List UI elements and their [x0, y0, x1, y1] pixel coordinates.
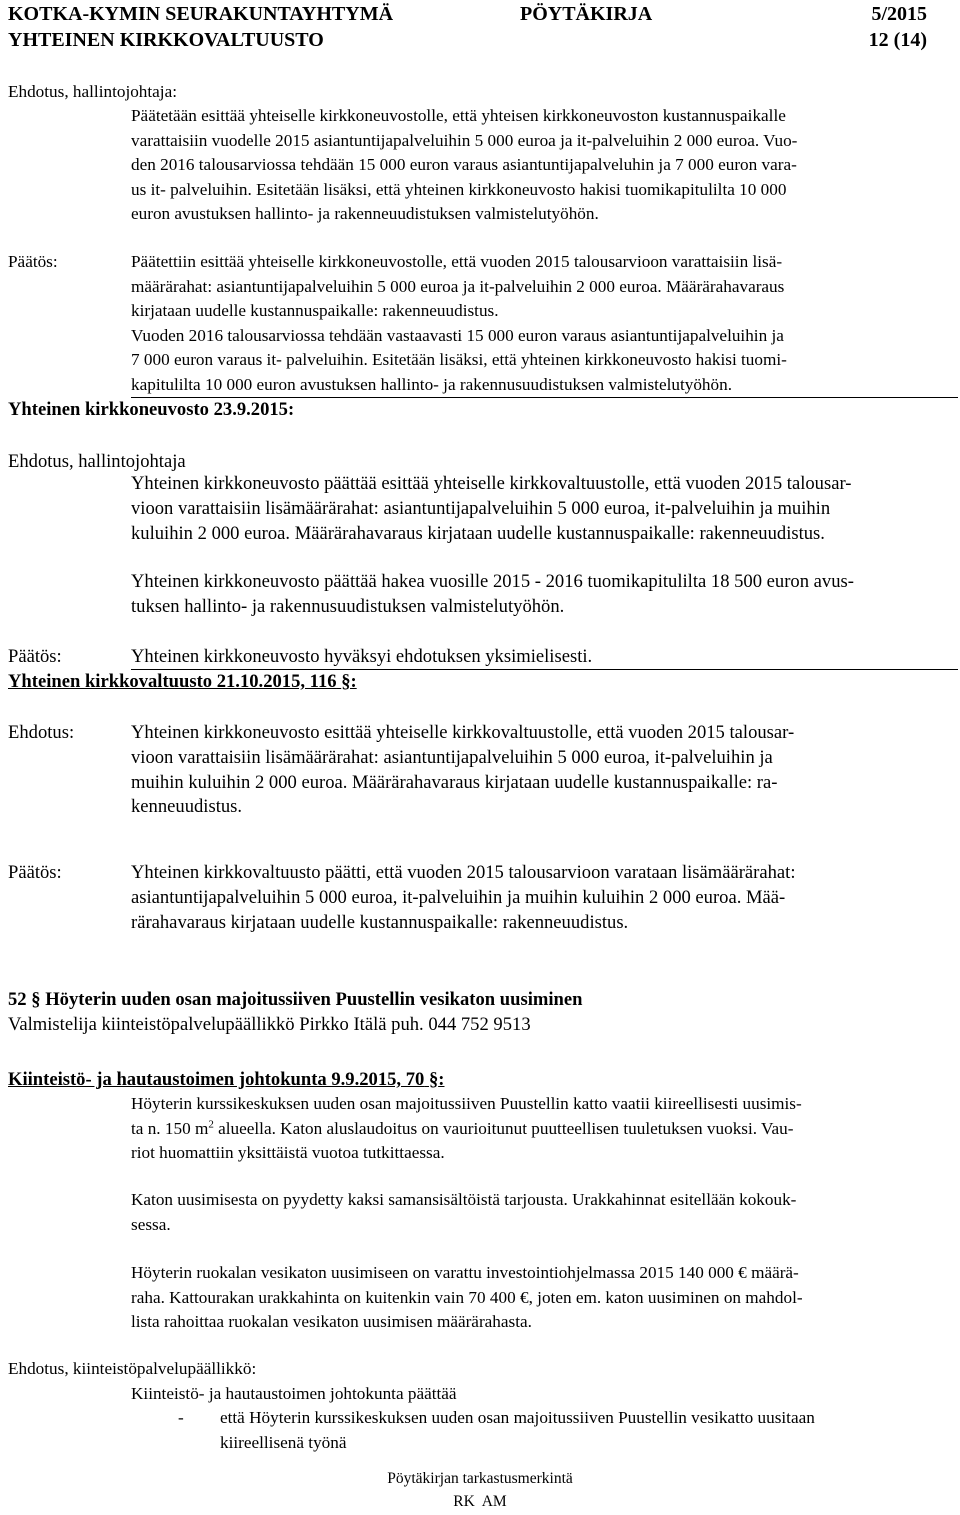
property-board-heading: Kiinteistö- ja hautaustoimen johtokunta 9.9.2015, 70 §: [8, 1069, 445, 1090]
section-sign: § [341, 671, 351, 692]
background-text-3: Höyterin ruokalan vesikaton uusimiseen on varattu investointiohjelmassa 2015 140 000 € määrä- raha. Kattourakan urakkahinta on kuitenkin vain 70 400 €, joten em. katon uusiminen on mahdol- lista rahoittaa ruokalan vesikaton uusimisen määrärahasta. [131, 1263, 803, 1331]
proposal-intro: Kiinteistö- ja hautaustoimen johtokunta päättää [131, 1384, 457, 1403]
header-doc-type: PÖYTÄKIRJA [520, 3, 653, 25]
proposal-label: Ehdotus, kiinteistöpalvelupäällikkö: [8, 1359, 257, 1378]
decision-text: Päätettiin esittää yhteiselle kirkkoneuvostolle, että vuoden 2015 talousarvioon varattaisiin lisä- määrärahat: asiantuntijapalveluihin 5 000 euroa ja it-palveluihin 2 000 euroa. Määrärahavaraus kirjataan uudelle kustannuspaikalle: rakenneuudistus. Vuoden 2016 talousarviossa tehdään vastaavasti 15 000 euron varaus asiantuntijapalveluihin ja 7 000 euron varaus it- palveluihin. Esitetään lisäksi, että yhteinen kirkkoneuvosto hakisi tuomi- kapitulilta 10 000 euron avustuksen hallinto- ja rakennusuudistuksen valmistelutyöhön. [131, 252, 787, 394]
background-text: Höyterin kurssikeskuksen uuden osan majoitussiiven Puustellin katto vaatii kiireellisesti uusimis- ta n. 150 $m^2$ alueella. Katon aluslaudoitus on vaurioitunut puutteellisen tuuletuksen vuoksi. Vau- riot huomattiin yksittäistä vuotoa tutkittaessa. [131, 1094, 802, 1162]
section-sign: § [31, 989, 41, 1010]
proposal-text-2: Yhteinen kirkkoneuvosto päättää hakea vuosille 2015 - 2016 tuomikapitulilta 18 500 euron avus- tuksen hallinto- ja rakennusuudistuksen valmistelutyöhön. [131, 571, 854, 617]
proposal-text: Päätetään esittää yhteiselle kirkkoneuvostolle, että yhteisen kirkkoneuvoston kustannuspaikalle varattaisiin vuodelle 2015 asiantuntijapalveluihin 5 000 euroa ja it-palveluihin 2 000 euroa. Vuo- den 2016 talousarviossa tehdään 15 000 euron varaus asiantuntijapalveluhin ja 7 000 euron vara- us it- palveluihin. Esitetään lisäksi, että yhteinen kirkkoneuvosto hakisi tuomikapitulilta 10 000 euron avustuksen hallinto- ja rakenneuudistuksen valmistelutyöhön. [131, 106, 798, 223]
bullet-dash: - [178, 1408, 184, 1427]
footer-label: Pöytäkirjan tarkastusmerkintä [387, 1470, 573, 1487]
bullet-text: että Höyterin kurssikeskuksen uuden osan majoitussiiven Puustellin vesikatto uusitaan kiireellisenä työnä [220, 1408, 815, 1452]
decision-text: Yhteinen kirkkoneuvosto hyväksyi ehdotuksen yksimielisesti. [131, 646, 593, 667]
proposal-text: Yhteinen kirkkoneuvosto esittää yhteiselle kirkkovaltuustolle, että vuoden 2015 talousar- vioon varattaisiin lisämäärärahat: asiantuntijapalveluihin 5 000 euroa, it-palveluihin ja muihin kuluihin 2 000 euroa. Määrärahavaraus kirjataan uudelle kustannuspaikalle: ra- kenneuudistus. [131, 722, 795, 818]
proposal-label: Ehdotus, hallintojohtaja: [8, 82, 177, 101]
church-assembly-heading: Yhteinen kirkkovaltuusto 21.10.2015, 116 §: [8, 671, 357, 692]
proposal-label: Ehdotus: [8, 722, 75, 743]
footer-initials: RK AM [453, 1493, 507, 1510]
section-sign: § [428, 1069, 439, 1090]
header-org: KOTKA-KYMIN SEURAKUNTAYHTYMÄ [8, 3, 394, 25]
church-council-heading: Yhteinen kirkkoneuvosto 23.9.2015: [8, 399, 295, 420]
header-page: 12 (14) [868, 29, 927, 51]
background-text-2: Katon uusimisesta on pyydetty kaksi samansisältöistä tarjousta. Urakkahinnat esitellään kokouk- sessa. [131, 1190, 797, 1234]
decision-text: Yhteinen kirkkovaltuusto päätti, että vuoden 2015 talousarvioon varataan lisämäärärahat: asiantuntijapalveluihin 5 000 euroa, it-palveluihin ja muihin kuluihin 2 000 euroa. Mää- rärahavaraus kirjataan uudelle kustannuspaikalle: rakenneuudistus. [131, 862, 796, 933]
header-issue: 5/2015 [871, 3, 927, 25]
decision-label: Päätös: [8, 252, 58, 271]
proposal-text: Yhteinen kirkkoneuvosto päättää esittää yhteiselle kirkkovaltuustolle, että vuoden 2015 talousar- vioon varattaisiin lisämäärärahat: asiantuntijapalveluihin 5 000 euroa, it-palveluihin ja muihin kuluihin 2 000 euroa. Määrärahavaraus kirjataan uudelle kustannuspaikalle: rakenneuudistus. [131, 473, 852, 544]
header-body-name: YHTEINEN KIRKKOVALTUUSTO [8, 29, 324, 51]
item-preparer: Valmistelija kiinteistöpalvelupäällikkö Pirkko Itälä puh. 044 752 9513 [8, 1014, 531, 1035]
decision-label: Päätös: [8, 862, 62, 883]
decision-label: Päätös: [8, 646, 62, 667]
proposal-label: Ehdotus, hallintojohtaja [8, 451, 186, 472]
item-title: 52 § Höyterin uuden osan majoitussiiven Puustellin vesikaton uusiminen [8, 989, 583, 1010]
